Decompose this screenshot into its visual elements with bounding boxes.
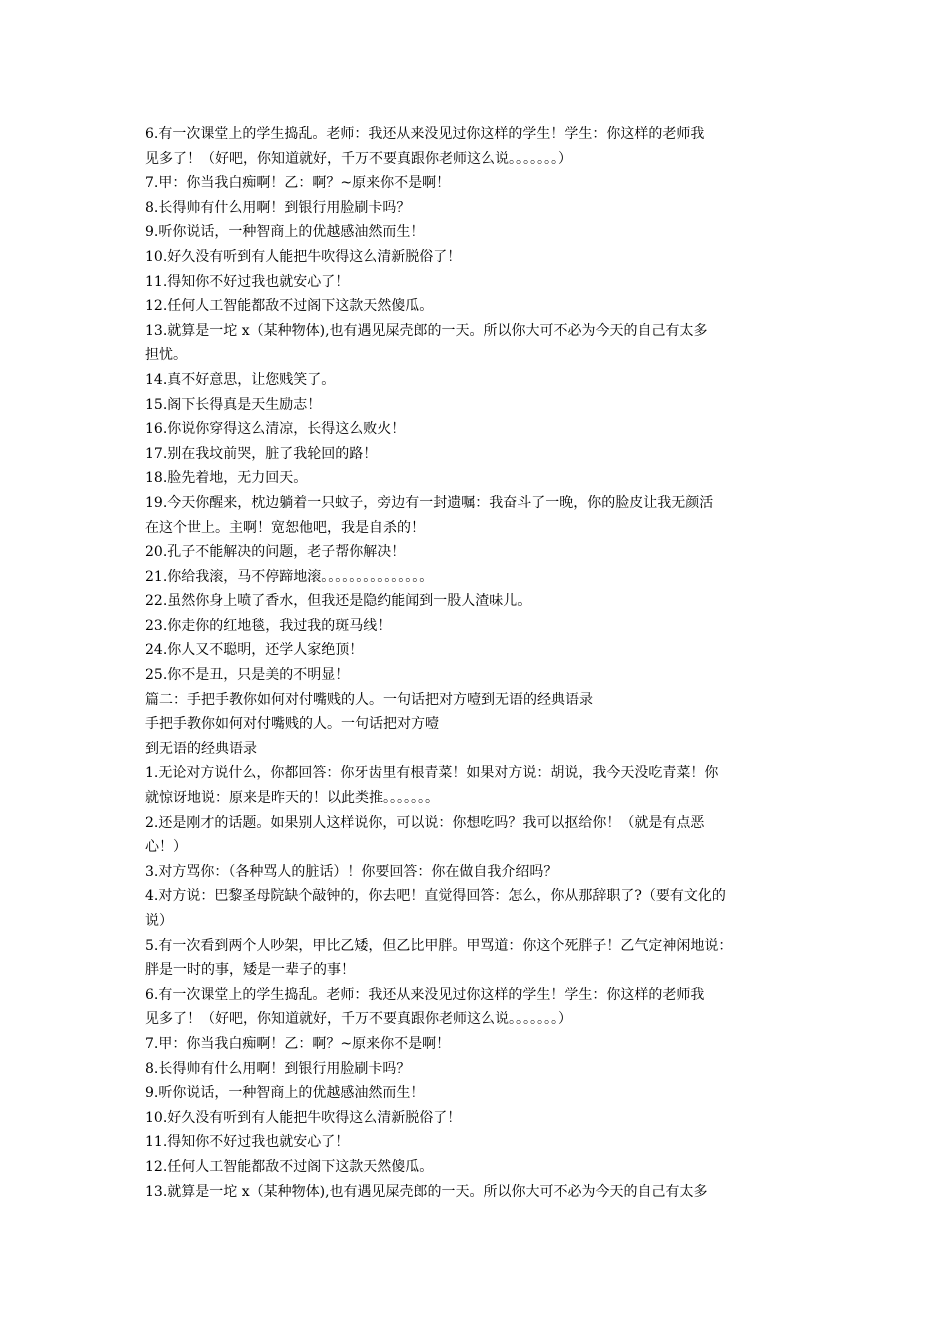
text-line: 7.甲：你当我白痴啊！乙：啊？~原来你不是啊！	[145, 1035, 451, 1052]
text-line: 8.长得帅有什么用啊！到银行用脸刷卡吗？	[145, 1060, 411, 1077]
text-line: 5.有一次看到两个人吵架，甲比乙矮，但乙比甲胖。甲骂道：你这个死胖子！乙气定神闲地说：	[145, 937, 733, 954]
text-line: 25.你不是丑，只是美的不明显！	[145, 667, 350, 684]
text-line: 18.脸先着地，无力回天。	[145, 470, 308, 487]
text-line: 19.今天你醒来，枕边躺着一只蚊子，旁边有一封遗嘱：我奋斗了一晚，你的脸皮让我无颜活	[145, 494, 714, 511]
section-title: 手把手教你如何对付嘴贱的人。一句话把对方噎	[145, 716, 439, 733]
text-line: 心！）	[145, 839, 187, 856]
text-line: 12.任何人工智能都敌不过阁下这款天然傻瓜。	[145, 1158, 434, 1175]
text-line: 7.甲：你当我白痴啊！乙：啊？~原来你不是啊！	[145, 175, 451, 192]
text-line: 10.好久没有听到有人能把牛吹得这么清新脱俗了！	[145, 248, 462, 265]
text-line: 见多了！（好吧，你知道就好，千万不要真跟你老师这么说。。。。。。。）	[145, 150, 572, 167]
text-line: 10.好久没有听到有人能把牛吹得这么清新脱俗了！	[145, 1109, 462, 1126]
text-line: 11.得知你不好过我也就安心了！	[145, 273, 350, 290]
text-line: 22.虽然你身上喷了香水，但我还是隐约能闻到一股人渣味儿。	[145, 593, 532, 610]
text-line: 就惊讶地说：原来是昨天的！以此类推。。。。。。。	[145, 790, 439, 807]
section-title: 到无语的经典语录	[145, 740, 257, 757]
text-line: 13.就算是一坨 x（某种物体),也有遇见屎壳郎的一天。所以你大可不必为今天的自己有太多	[145, 1183, 708, 1200]
text-line: 6.有一次课堂上的学生捣乱。老师：我还从来没见过你这样的学生！学生：你这样的老师我	[145, 986, 705, 1003]
text-line: 9.听你说话，一种智商上的优越感油然而生！	[145, 224, 425, 241]
text-line: 14.真不好意思，让您贱笑了。	[145, 371, 336, 388]
text-line: 6.有一次课堂上的学生捣乱。老师：我还从来没见过你这样的学生！学生：你这样的老师我	[145, 126, 705, 142]
text-line: 担忧。	[145, 347, 187, 364]
text-line: 在这个世上。主啊！宽恕他吧，我是自杀的！	[145, 519, 425, 536]
section-heading: 篇二：手把手教你如何对付嘴贱的人。一句话把对方噎到无语的经典语录	[145, 691, 593, 708]
text-line: 24.你人又不聪明，还学人家绝顶！	[145, 642, 364, 659]
text-line: 20.孔子不能解决的问题，老子帮你解决！	[145, 544, 406, 561]
text-line: 13.就算是一坨 x（某种物体),也有遇见屎壳郎的一天。所以你大可不必为今天的自己有太多	[145, 322, 708, 339]
text-line: 4.对方说：巴黎圣母院缺个敲钟的，你去吧！直觉得回答：怎么，你从那辞职了?（要有文化的	[145, 888, 726, 905]
text-line: 15.阁下长得真是天生励志！	[145, 396, 322, 413]
text-line: 胖是一时的事，矮是一辈子的事！	[145, 962, 355, 979]
text-line: 21.你给我滚，马不停蹄地滚。。。。。。。。。。。。。。。	[145, 568, 434, 585]
text-line: 17.别在我坟前哭，脏了我轮回的路！	[145, 445, 378, 462]
text-line: 2.还是刚才的话题。如果别人这样说你，可以说：你想吃吗？我可以抠给你！（就是有点恶	[145, 814, 705, 831]
text-line: 说）	[145, 913, 173, 929]
text-line: 3.对方骂你：（各种骂人的脏话）！你要回答：你在做自我介绍吗？	[145, 863, 558, 880]
document-page	[145, 122, 810, 1204]
text-line: 23.你走你的红地毯，我过我的斑马线！	[145, 617, 392, 634]
text-line: 1.无论对方说什么，你都回答：你牙齿里有根青菜！如果对方说：胡说，我今天没吃青菜！你	[145, 765, 719, 782]
text-line: 9.听你说话，一种智商上的优越感油然而生！	[145, 1085, 425, 1102]
text-line: 12.任何人工智能都敌不过阁下这款天然傻瓜。	[145, 298, 434, 315]
text-line: 见多了！（好吧，你知道就好，千万不要真跟你老师这么说。。。。。。。）	[145, 1011, 572, 1028]
text-line: 11.得知你不好过我也就安心了！	[145, 1134, 350, 1151]
text-line: 8.长得帅有什么用啊！到银行用脸刷卡吗？	[145, 199, 411, 216]
text-line: 16.你说你穿得这么清凉，长得这么败火！	[145, 421, 406, 438]
